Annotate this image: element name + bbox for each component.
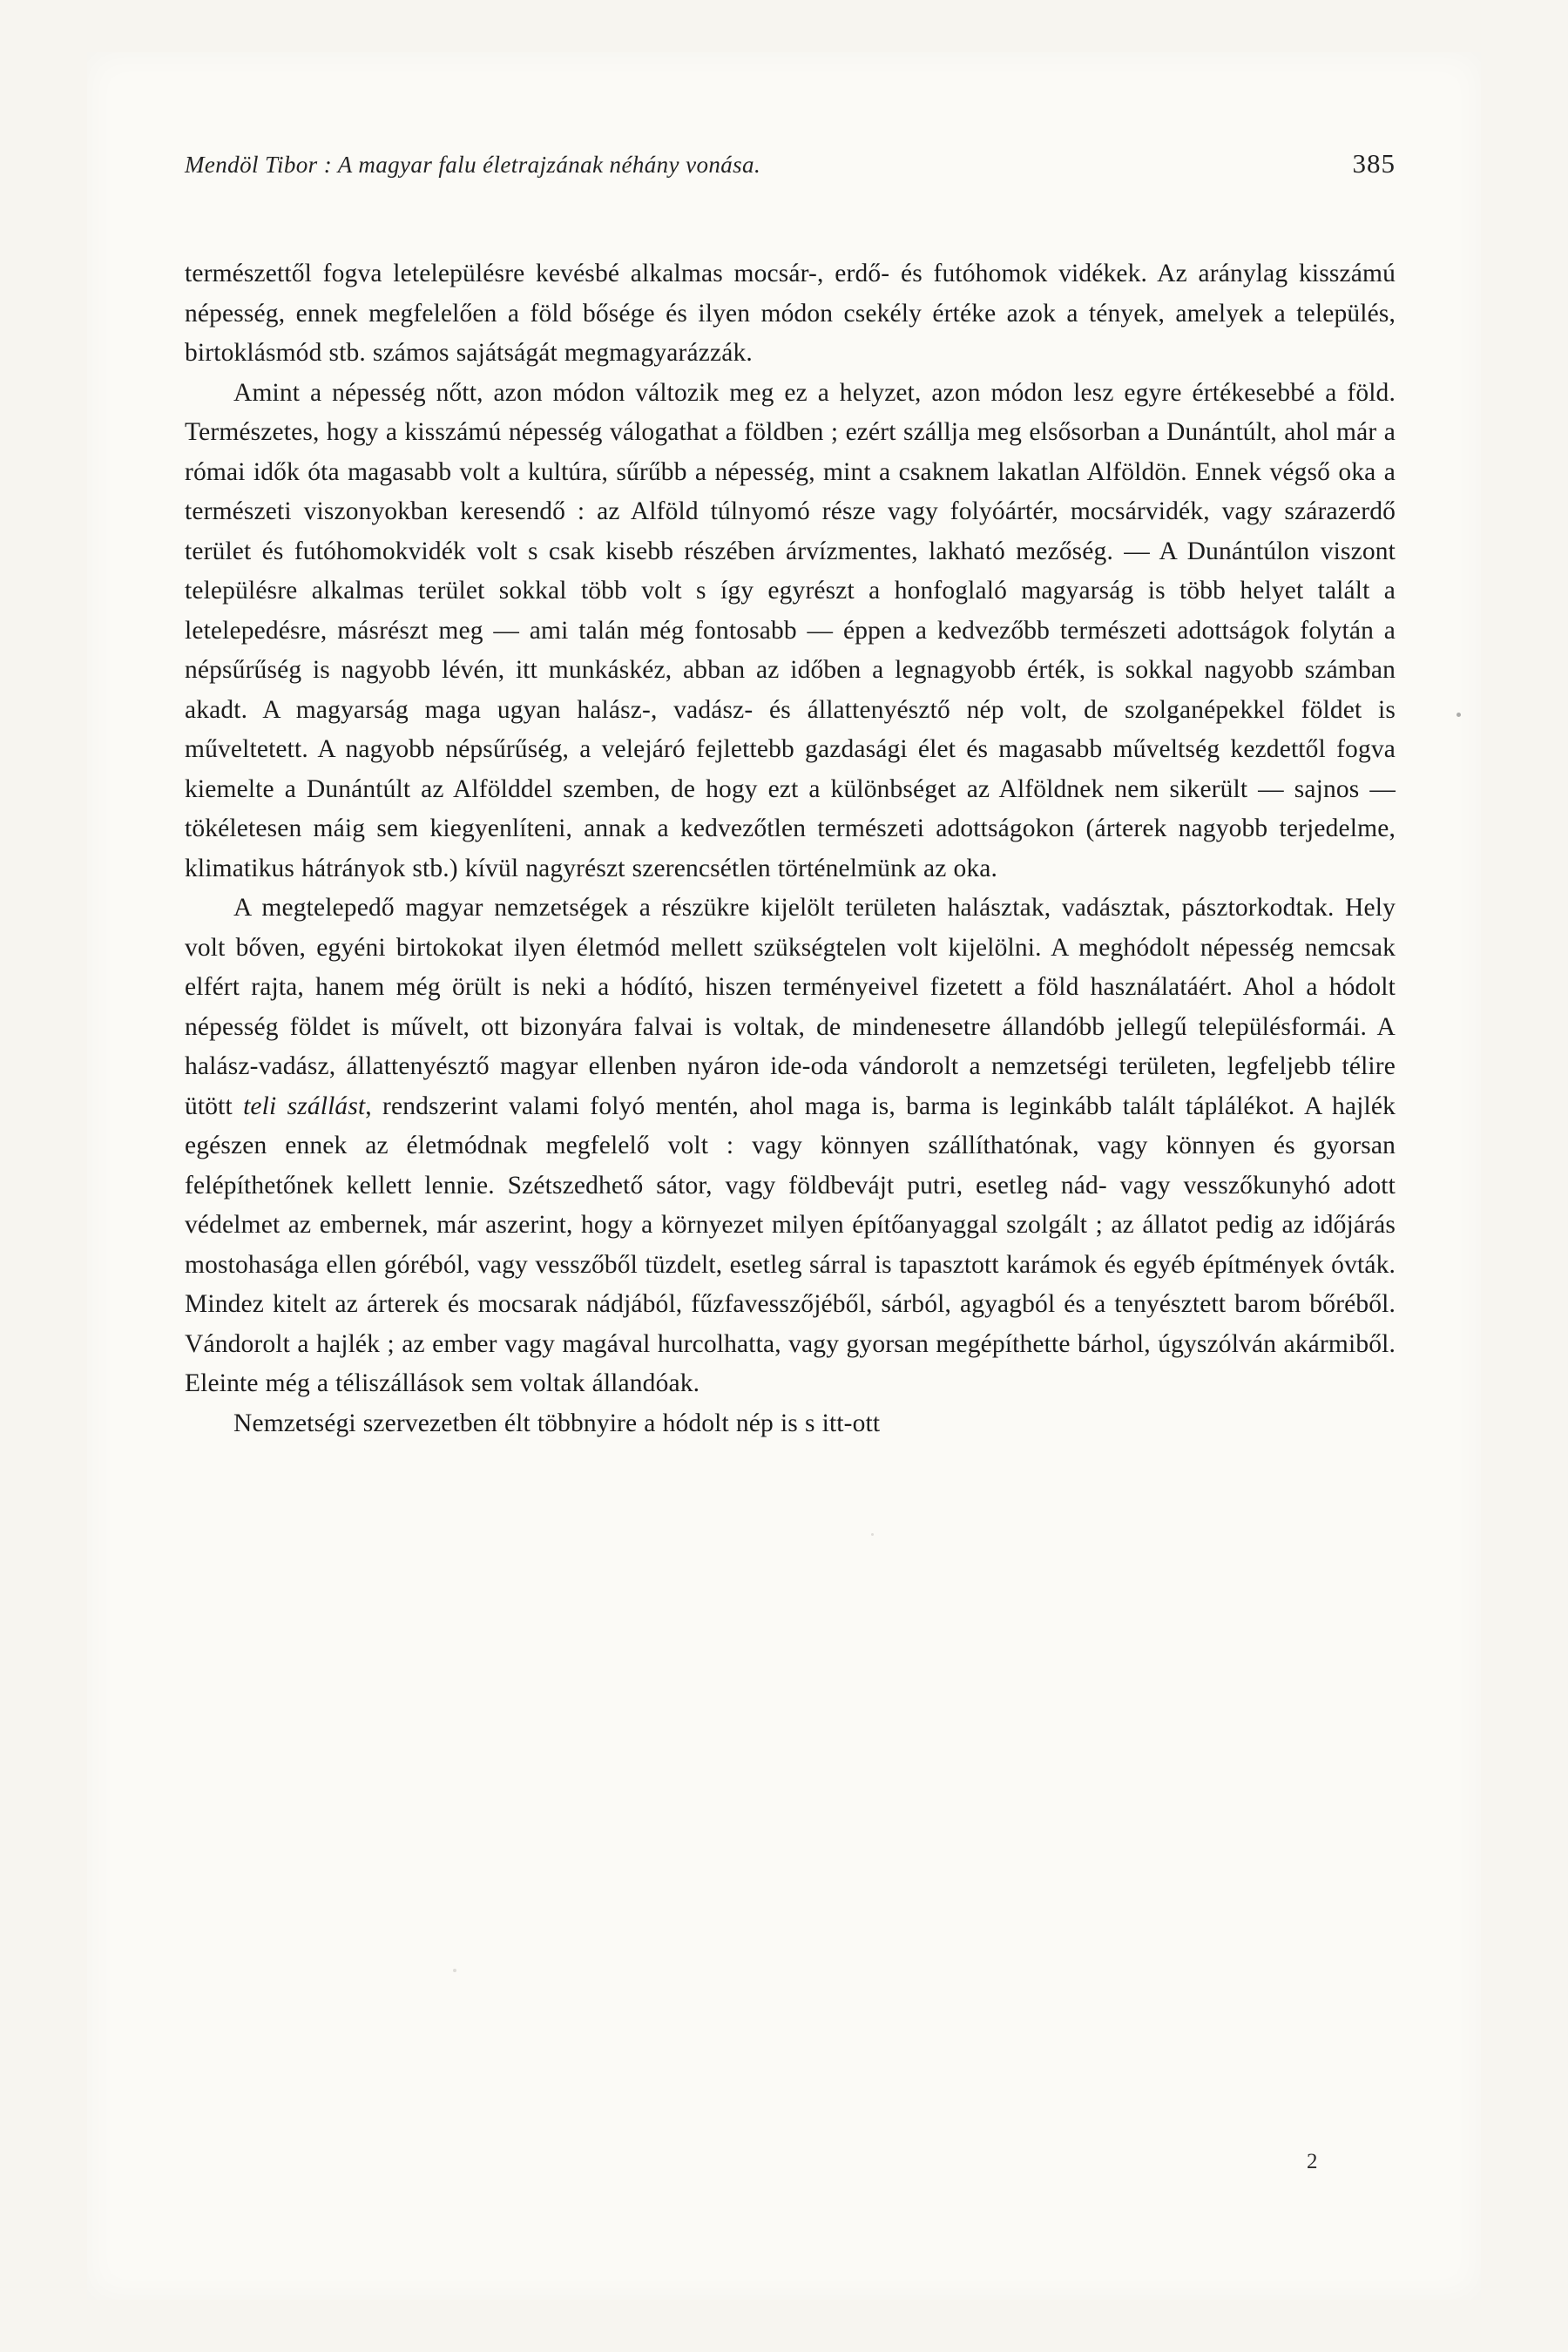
- paragraph-2: Amint a népesség nőtt, azon módon változik meg ez a helyzet, azon módon lesz egyre értékesebbé a föld. Természetes, hogy a kisszámú népesség válogathat a földben ; ezért szállja meg elsősorban a Dunántúlt, ahol már a római idők óta magasabb volt a kultúra, sűrűbb a népesség, mint a csaknem lakatlan Alföldön. Ennek végső oka a természeti viszonyokban keresendő : az Alföld túlnyomó része vagy folyóártér, mocsárvidék, vagy szárazerdő terület és futóhomokvidék volt s csak kisebb részében árvízmentes, lakható mezőség. — A Dunántúlon viszont településre alkalmas terület sokkal több volt s így egyrészt a honfoglaló magyarság is több helyet talált a letelepedésre, másrészt meg — ami talán még fontosabb — éppen a kedvezőbb természeti adottságok folytán a népsűrűség is nagyobb lévén, itt munkáskéz, abban az időben a legnagyobb érték, is sokkal nagyobb számban akadt. A magyarság maga ugyan halász-, vadász- és állattenyésztő nép volt, de szolganépekkel földet is műveltetett. A nagyobb népsűrűség, a velejáró fejlettebb gazdasági élet és magasabb műveltség kezdettől fogva kiemelte a Dunántúlt az Alfölddel szemben, de hogy ezt a különbséget az Alföldnek nem sikerült — sajnos — tökéletesen máig sem kiegyenlíteni, annak a kedvezőtlen természeti adottságokon (árterek nagyobb terjedelme, klimatikus hátrányok stb.) kívül nagyrészt szerencsétlen történelmünk az oka.: [185, 378, 1396, 882]
- body-text: [185, 254, 1396, 1443]
- running-head-author: Mendöl Tibor :: [185, 152, 333, 178]
- paragraph-1: természettől fogva letelepülésre kevésbé alkalmas mocsár-, erdő- és futóhomok vidékek. Az aránylag kisszámú népesség, ennek megfelelően a föld bősége és ilyen módon csekély értéke azok a tények, amelyek a település, birtoklásmód stb. számos sajátságát megmagyarázzák.: [185, 260, 1396, 367]
- running-head-title: A magyar falu életrajzának néhány vonása.: [337, 152, 761, 178]
- paragraph-3-part-a: A megtelepedő magyar nemzetségek a részükre kijelölt területen halásztak, vadásztak, pásztorkodtak. Hely volt bőven, egyéni birtokokat ilyen életmód mellett szükségtelen volt kijelölni. A meghódolt népesség nemcsak elfért rajta, hanem még örült is neki a hódító, hiszen terményeivel fizetett a föld használatáért. Ahol a hódolt népesség földet is művelt, ott bizonyára falvai is voltak, de mindenesetre állandóbb jellegű településformái. A halász-vadász, állattenyésztő magyar ellenben nyáron ide-oda vándorolt a nemzetségi területen, legfeljebb télire ütött: [185, 894, 1396, 1120]
- page-number: 385: [1352, 148, 1396, 179]
- paragraph-3-part-b: , rendszerint valami folyó mentén, ahol maga is, barma is leginkább talált táplálékot. A hajlék egészen ennek az életmódnak megfelelő volt : vagy könnyen szállíthatónak, vagy könnyen és gyorsan felépíthetőnek kellett lennie. Szétszedhető sátor, vagy földbevájt putri, esetleg nád- vagy vesszőkunyhó adott védelmet az embernek, már aszerint, hogy a környezet milyen építőanyaggal szolgált ; az állatot pedig az időjárás mostohasága ellen góréból, vagy vesszőből tüzdelt, esetleg sárral is tapasztott karámok és egyéb építmények óvták. Mindez kitelt az árterek és mocsarak nádjából, fűzfavesszőjéből, sárból, agyagból és a tenyésztett barom bőréből. Vándorolt a hajlék ; az ember vagy magával hurcolhatta, vagy gyorsan megépíthette bárhol, úgyszólván akármiből. Eleinte még a téliszállások sem voltak állandóak.: [185, 1092, 1396, 1397]
- paragraph-4: Nemzetségi szervezetben élt többnyire a hódolt nép is s itt-ott: [233, 1409, 881, 1437]
- paper-speck: [453, 1969, 456, 1972]
- running-head: [185, 152, 760, 179]
- paragraph-3-italic-phrase: teli szállást: [243, 1092, 366, 1120]
- page-content: [185, 148, 1396, 1443]
- paragraph-3: [185, 889, 1396, 1404]
- signature-mark: 2: [1307, 2150, 1318, 2173]
- paper-speck: [871, 1533, 874, 1536]
- page-header: [185, 148, 1396, 179]
- margin-dot-mark: [1456, 713, 1461, 717]
